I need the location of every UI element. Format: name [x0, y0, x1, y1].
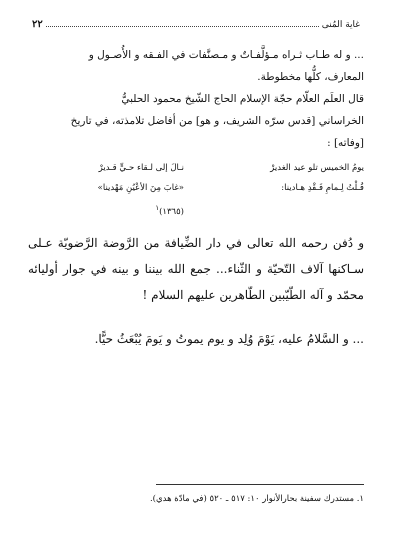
burial-paragraph: و دُفن رحمه الله تعالى في دار الضِّيافة من الرَّوضة الرَّضويّة عـلى سـاكنها آلاف التّحيّة و الثّناء... جمع الله بيننا و بينه في جوار أوليائه محمّد و آله الطّيّبين الطّاهرين عليهم السلام !	[28, 235, 364, 302]
intro-line-2: المعارف، كلُّها مخطوطة.	[257, 71, 364, 83]
poem	[28, 158, 364, 222]
page-number: ٢٢	[32, 19, 43, 30]
page-content	[28, 14, 364, 530]
scholar-line-1: قال العلَم العلّام حجّة الإسلام الحاج الشّيخ محمود الحلبيُّ	[121, 93, 364, 105]
poem-hemistich-right-2: قُـلْتُ لِـمامِ فَـقْدِ هـادينا:	[281, 183, 364, 193]
poem-hemistich-left-2: «غابَ مِنَ الأعْيُنِ مَهْدينا»	[97, 183, 184, 193]
scholar-line-2: الخراساني [قدس سرّه الشريف، و هو] من أفاضل تلامذته، في تاريخ	[70, 115, 364, 127]
header-dotted-leader	[46, 26, 319, 27]
page-header	[28, 14, 364, 30]
poem-hemistich-right-1: يومُ الخميس تلو عيد الغديرْ	[270, 163, 364, 173]
footnote: ١. مستدرك سفينة بحارالأنوار ١٠: ٥١٧ ـ ٥٢٠ (في مادّة هدي).	[149, 494, 364, 504]
scholar-line-3: [وفاته] :	[327, 137, 364, 149]
poem-date	[28, 198, 184, 222]
poem-date-value: (١٣٦٥)	[159, 206, 184, 217]
running-title: غاية المُنى	[321, 20, 360, 30]
footnote-separator	[156, 484, 364, 485]
poem-hemistich-left-1: نـالَ إلى لـقاء حـيٍّ قـديرْ	[98, 163, 184, 173]
intro-line-1: ... و له طـاب ثـراه مـؤلَّفـاتٌ و مـصنَّفات في الفـقه و الأُصـول و	[88, 49, 364, 61]
body-text	[28, 44, 364, 352]
footnote-marker: ١	[155, 204, 160, 212]
salam-paragraph: ... و السَّلامُ عليه، يَوْمَ وُلِد و يوم يموتُ و يَومَ يُبْعَثُ حيًّا.	[94, 331, 364, 346]
